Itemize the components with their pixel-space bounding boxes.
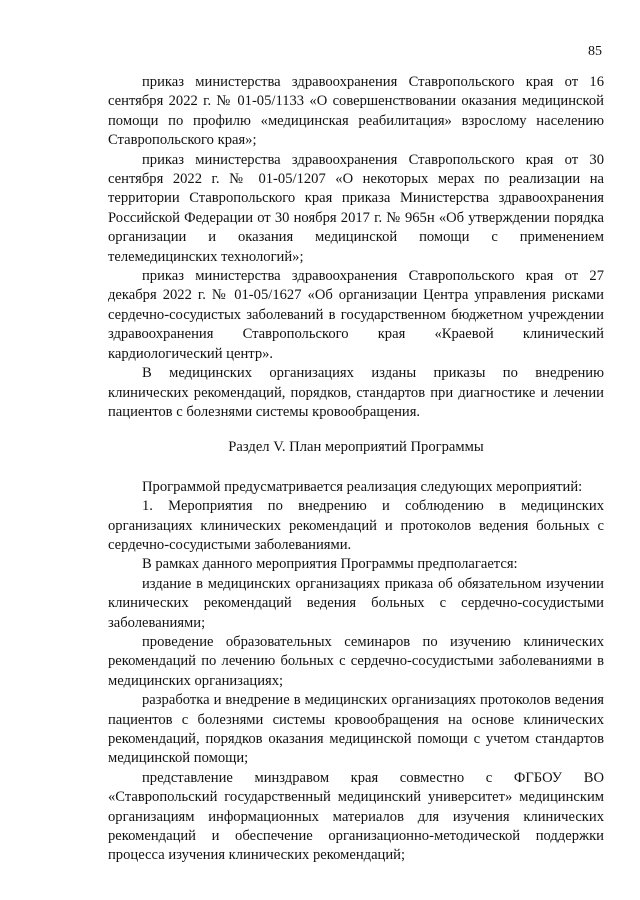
paragraph-orders-issued: В медицинских организациях изданы приказы по внедрению клинических рекомендаций, порядков, стандартов при диагностике и лечении пациентов с болезнями системы кровообращения.: [108, 365, 604, 420]
paragraph-order-1207: приказ министерства здравоохранения Ставропольского края от 30 сентября 2022 г. № 01-05/1207 «О некоторых мерах по реализации на территории Ставропольского края приказа Министерства здравоохранения Российской Федерации от 30 ноября 2017 г. № 965н «Об утверждении порядка организации и оказания медицинской помощи с применением телемедицинских технологий»;: [108, 151, 604, 265]
section-heading: Раздел V. План мероприятий Программы: [228, 439, 484, 456]
paragraph-order-1627: приказ министерства здравоохранения Ставропольского края от 27 декабря 2022 г. № 01-05/1627 «Об организации Центра управления рисками сердечно-сосудистых заболеваний в государственном бюджетном учреждении здравоохранения Ставропольского края «Краевой клинический кардиологический центр».: [108, 268, 604, 362]
list-item: разработка и внедрение в медицинских организациях протоколов ведения пациентов с болезнями системы кровообращения на основе клинических рекомендаций, порядков оказания медицинской помощи с учетом стандартов медицинской помощи;: [108, 692, 604, 767]
list-item: проведение образовательных семинаров по изучению клинических рекомендаций по лечению больных с сердечно-сосудистыми заболеваниями в медицинских организациях;: [108, 633, 604, 689]
document-body: [108, 73, 604, 866]
paragraph-order-1133: приказ министерства здравоохранения Ставропольского края от 16 сентября 2022 г. № 01-05/1133 «О совершенствовании оказания медицинской помощи по профилю «медицинская реабилитация» взрослому населению Ставропольского края»;: [108, 74, 604, 149]
paragraph-program-intro: Программой предусматривается реализация следующих мероприятий:: [142, 478, 583, 495]
paragraph-measure-scope: В рамках данного мероприятия Программы предполагается:: [142, 556, 518, 573]
list-item: представление минздравом края совместно с ФГБОУ ВО «Ставропольский государственный медицинский университет» медицинским организациям информационных материалов для изучения клинических рекомендаций и обеспечение организационно-методической поддержки процесса изучения клинических рекомендаций;: [108, 769, 604, 864]
page-number: 85: [588, 44, 602, 59]
list-item: издание в медицинских организациях приказа об обязательном изучении клинических рекомендаций ведения больных с сердечно-сосудистыми заболеваниями;: [108, 575, 604, 631]
paragraph-measure-1: 1. Мероприятия по внедрению и соблюдению в медицинских организациях клинических рекомендаций и протоколов ведения больных с сердечно-сосудистыми заболеваниями.: [108, 498, 604, 553]
